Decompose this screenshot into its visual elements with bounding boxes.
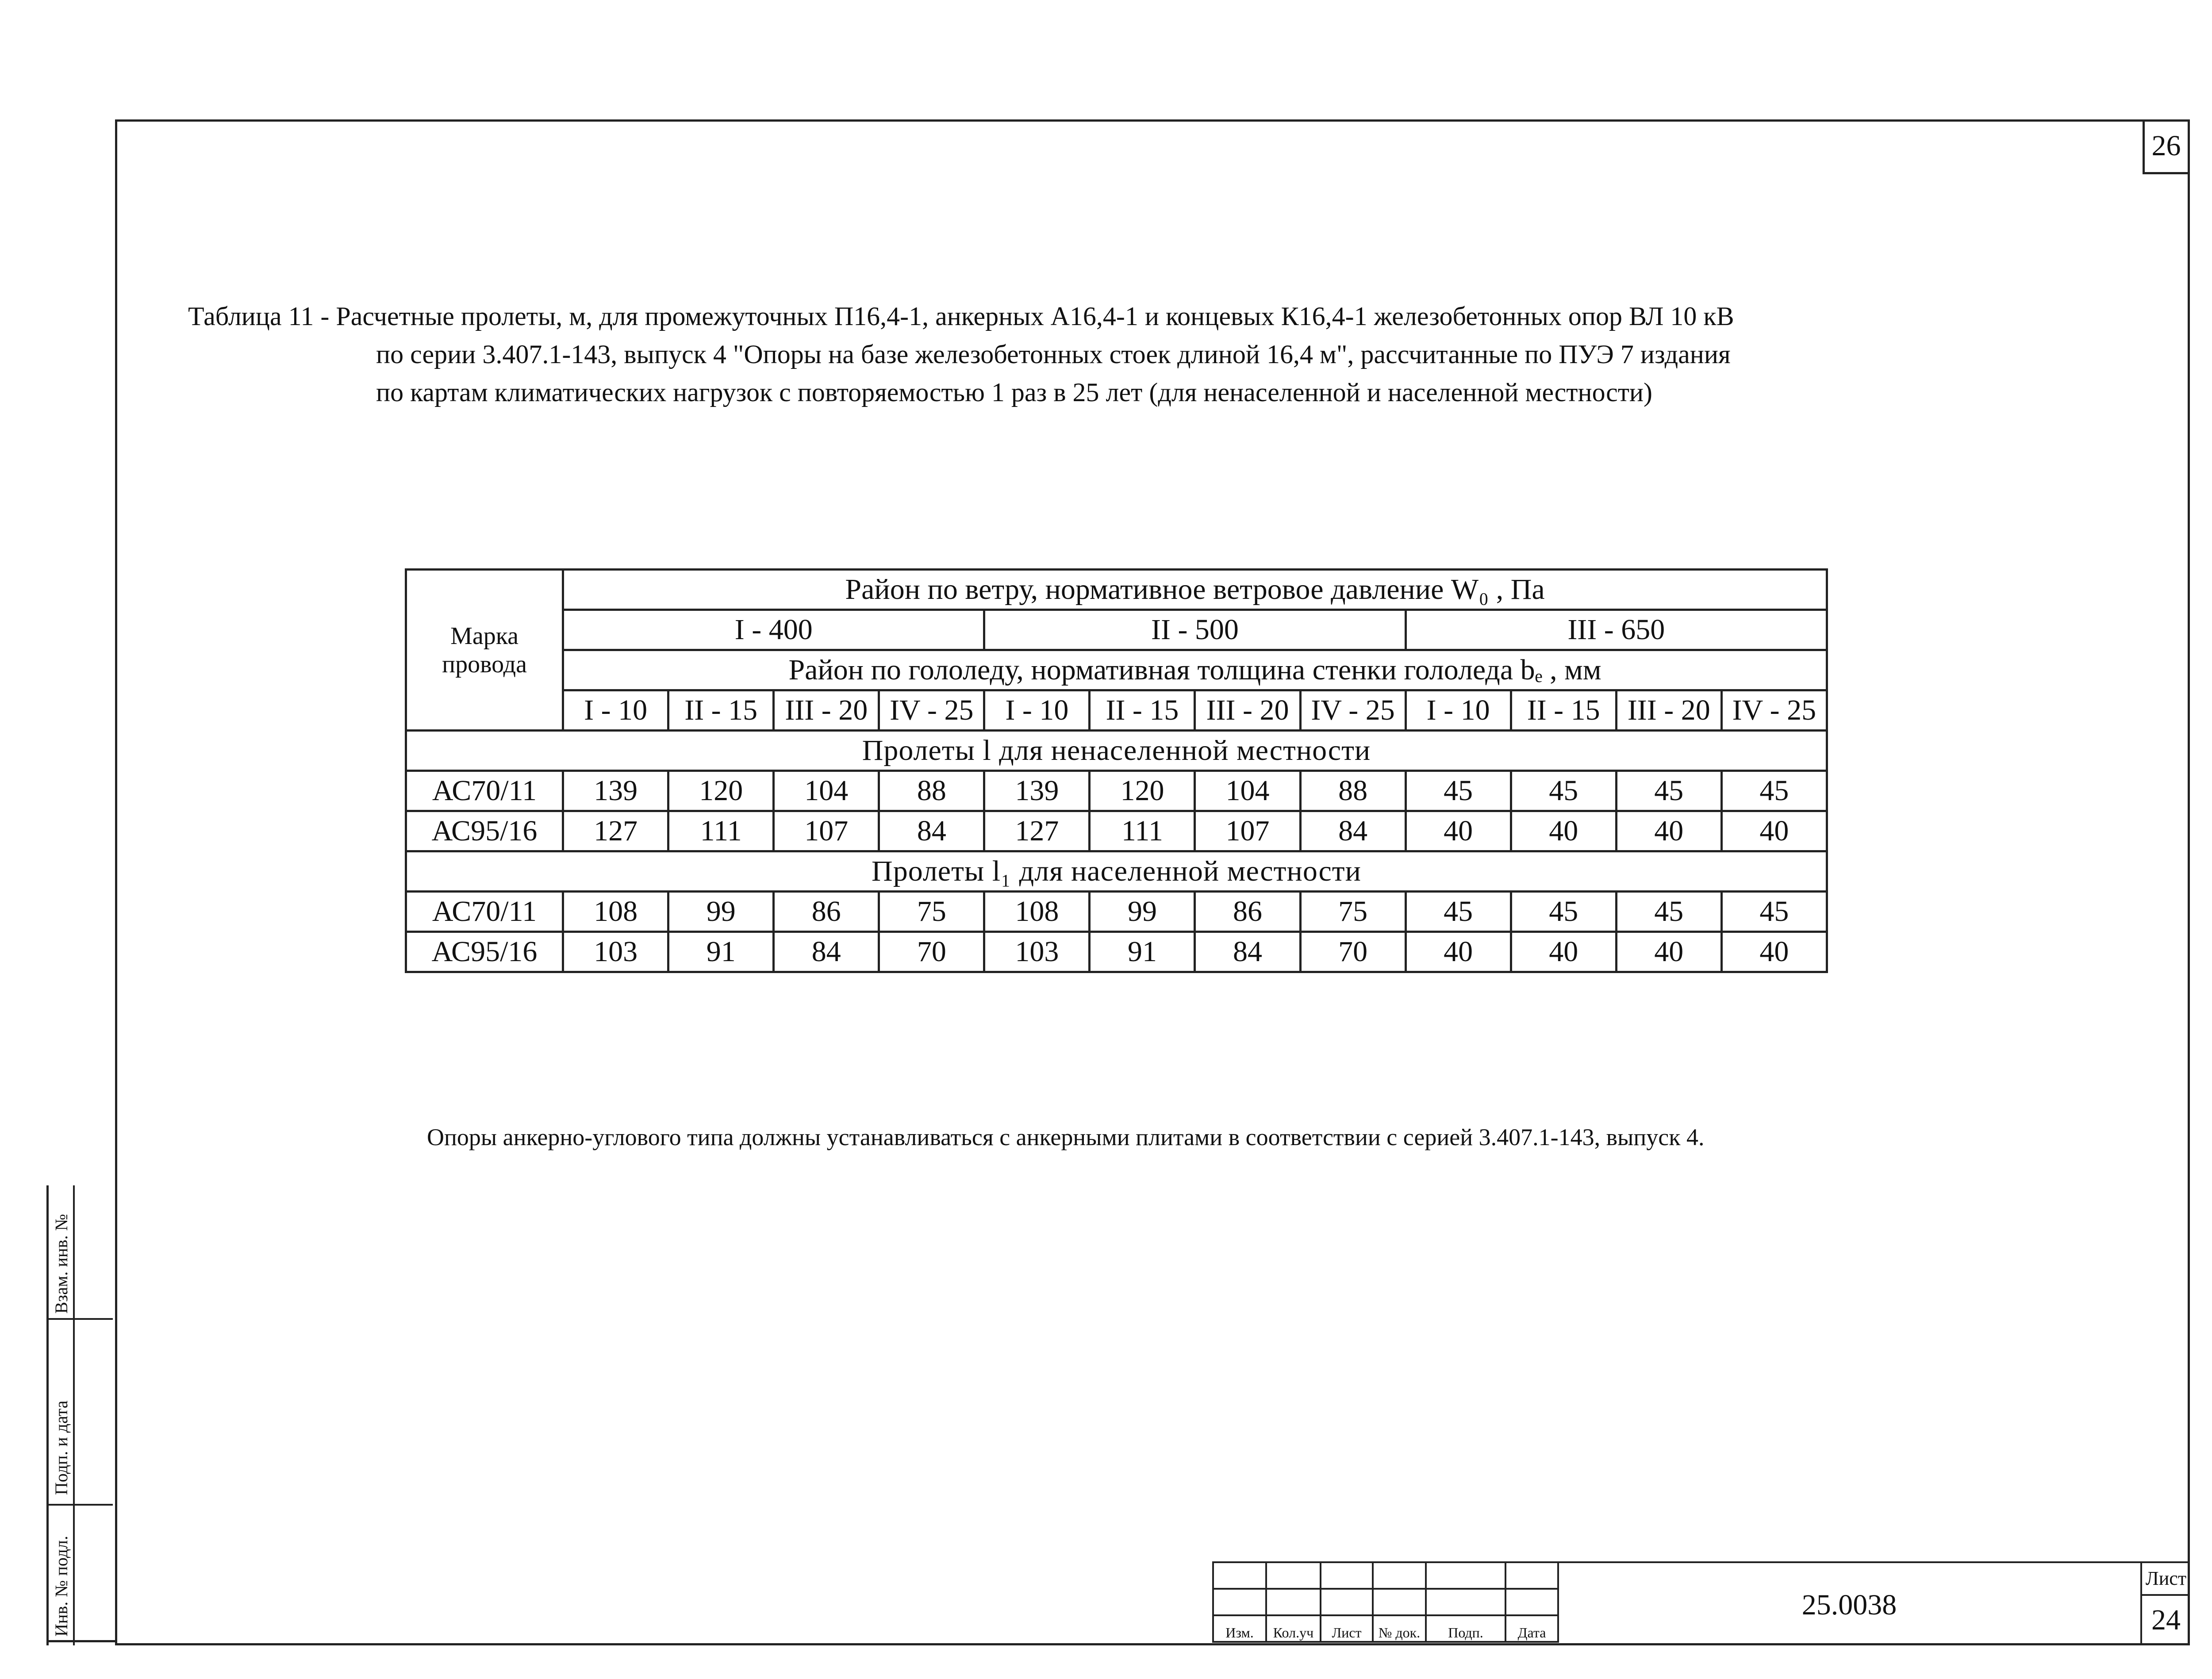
title-block-label: Дата <box>1505 1615 1558 1642</box>
span-value: 45 <box>1616 892 1721 932</box>
span-value: 120 <box>1090 771 1195 811</box>
title-block-label: Подп. <box>1426 1615 1505 1642</box>
table-row <box>406 932 1827 972</box>
wire-mark: АС95/16 <box>406 811 563 851</box>
span-value: 75 <box>1300 892 1406 932</box>
span-value: 70 <box>879 932 984 972</box>
span-value: 88 <box>1300 771 1406 811</box>
title-block-label: Лист <box>1321 1615 1373 1642</box>
span-value: 108 <box>984 892 1090 932</box>
span-value: 40 <box>1616 932 1721 972</box>
title-block-labels <box>1213 1615 1558 1642</box>
span-value: 40 <box>1721 932 1827 972</box>
span-value: 70 <box>1300 932 1406 972</box>
title-block-label: № док. <box>1373 1615 1426 1642</box>
section-row <box>406 731 1827 771</box>
ice-regions-row <box>406 690 1827 731</box>
span-value: 99 <box>668 892 774 932</box>
span-value: 40 <box>1721 811 1827 851</box>
spans-table <box>405 568 1828 973</box>
side-label: Взам. инв. № <box>51 1214 71 1314</box>
span-value: 86 <box>774 892 879 932</box>
ice-region: III - 20 <box>774 690 879 731</box>
mark-header: Марка провода <box>406 570 563 731</box>
span-value: 40 <box>1406 932 1511 972</box>
span-value: 104 <box>774 771 879 811</box>
caption-line-1: Таблица 11 - Расчетные пролеты, м, для промежуточных П16,4-1, анкерных А16,4-1 и концевых К16,4-1 железобетонных опор ВЛ 10 кВ <box>188 302 1734 331</box>
side-label: Подп. и дата <box>51 1400 71 1495</box>
title-block-label: Кол.уч <box>1266 1615 1321 1642</box>
span-value: 45 <box>1406 771 1511 811</box>
ice-region: I - 10 <box>1406 690 1511 731</box>
wire-mark: АС70/11 <box>406 771 563 811</box>
caption-line-3: по картам климатических нагрузок с повторяемостью 1 раз в 25 лет (для ненаселенной и населенной местности) <box>376 378 1653 407</box>
table-caption <box>188 297 2090 411</box>
document-number: 25.0038 <box>1557 1561 2141 1647</box>
sheet-box <box>2140 1561 2190 1645</box>
span-value: 84 <box>1300 811 1406 851</box>
span-value: 86 <box>1195 892 1300 932</box>
ice-region: II - 15 <box>1090 690 1195 731</box>
table-row <box>406 771 1827 811</box>
section-row <box>406 851 1827 892</box>
span-value: 45 <box>1721 771 1827 811</box>
wire-mark: АС70/11 <box>406 892 563 932</box>
title-block-grid <box>1212 1561 1559 1643</box>
span-value: 45 <box>1406 892 1511 932</box>
span-value: 120 <box>668 771 774 811</box>
side-stamp <box>46 1185 113 1645</box>
span-value: 45 <box>1721 892 1827 932</box>
wind-region: III - 650 <box>1406 610 1827 650</box>
ice-header: Район по гололеду, нормативная толщина стенки гололеда bₑ , мм <box>563 650 1827 690</box>
span-value: 139 <box>984 771 1090 811</box>
footnote: Опоры анкерно-углового типа должны устанавливаться с анкерными плитами в соответствии с серией 3.407.1-143, выпуск 4. <box>427 1124 1705 1150</box>
span-value: 40 <box>1511 932 1616 972</box>
ice-region: III - 20 <box>1616 690 1721 731</box>
span-value: 127 <box>563 811 668 851</box>
span-value: 45 <box>1511 892 1616 932</box>
ice-region: II - 15 <box>668 690 774 731</box>
wind-header: Район по ветру, нормативное ветровое давление W₀ , Па <box>563 570 1827 610</box>
wind-regions-row <box>406 610 1827 650</box>
span-value: 45 <box>1616 771 1721 811</box>
ice-region: III - 20 <box>1195 690 1300 731</box>
span-value: 75 <box>879 892 984 932</box>
title-block-label: Изм. <box>1213 1615 1266 1642</box>
span-value: 103 <box>563 932 668 972</box>
sheet-number: 24 <box>2151 1604 2181 1636</box>
span-value: 40 <box>1406 811 1511 851</box>
span-value: 107 <box>774 811 879 851</box>
side-stamp-bottom-line <box>46 1640 115 1642</box>
page-number: 26 <box>2143 119 2190 174</box>
ice-region: II - 15 <box>1511 690 1616 731</box>
span-value: 103 <box>984 932 1090 972</box>
wire-mark: АС95/16 <box>406 932 563 972</box>
wind-region: II - 500 <box>984 610 1406 650</box>
span-value: 127 <box>984 811 1090 851</box>
ice-region: IV - 25 <box>879 690 984 731</box>
caption-line-2: по серии 3.407.1-143, выпуск 4 "Опоры на базе железобетонных стоек длиной 16,4 м", рассчитанные по ПУЭ 7 издания <box>376 340 1731 369</box>
span-value: 45 <box>1511 771 1616 811</box>
ice-region: IV - 25 <box>1721 690 1827 731</box>
side-label: Инв. № подл. <box>51 1536 71 1637</box>
span-value: 84 <box>879 811 984 851</box>
table-row <box>406 892 1827 932</box>
ice-region: I - 10 <box>984 690 1090 731</box>
span-value: 108 <box>563 892 668 932</box>
span-value: 40 <box>1511 811 1616 851</box>
span-value: 91 <box>1090 932 1195 972</box>
section-title: Пролеты l₁ для населенной местности <box>406 851 1827 892</box>
span-value: 111 <box>668 811 774 851</box>
span-value: 107 <box>1195 811 1300 851</box>
table-row <box>406 811 1827 851</box>
span-value: 111 <box>1090 811 1195 851</box>
span-value: 139 <box>563 771 668 811</box>
span-value: 91 <box>668 932 774 972</box>
span-value: 104 <box>1195 771 1300 811</box>
section-title: Пролеты l для ненаселенной местности <box>406 731 1827 771</box>
sheet-label: Лист <box>2142 1563 2190 1596</box>
span-value: 84 <box>1195 932 1300 972</box>
ice-region: I - 10 <box>563 690 668 731</box>
span-value: 99 <box>1090 892 1195 932</box>
span-value: 84 <box>774 932 879 972</box>
span-value: 88 <box>879 771 984 811</box>
span-value: 40 <box>1616 811 1721 851</box>
wind-region: I - 400 <box>563 610 984 650</box>
spans-table-body <box>406 731 1827 972</box>
ice-region: IV - 25 <box>1300 690 1406 731</box>
